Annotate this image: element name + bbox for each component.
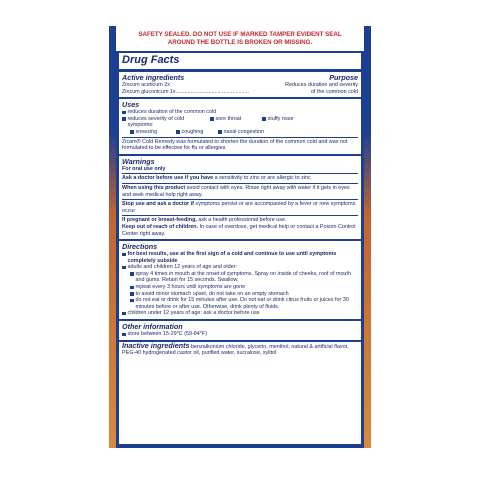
ask-doctor-label: Ask a doctor before use if you have <box>122 175 214 182</box>
uses-item-2: reduces severity of cold symptoms: <box>127 115 185 129</box>
bullet-icon <box>122 253 126 257</box>
bullet-icon <box>176 130 180 134</box>
directions-sub-4: do not eat or drink for 15 minutes after use. Do not eat or drink citrus fruits or juices for 30 minutes before or after use. Otherwise, drink plenty of fluids. <box>135 297 349 310</box>
bullet-icon <box>130 292 134 296</box>
symptom-nasal-congestion: nasal congestion <box>223 128 264 135</box>
seal-line-1: SAFETY SEALED. DO NOT USE IF MARKED TAMPER EVIDENT SEAL <box>138 31 342 38</box>
warnings-section <box>119 156 361 241</box>
active-ingredients-section <box>119 72 361 99</box>
oral-use-only: For oral use only <box>122 165 166 172</box>
label-edge-right <box>364 26 371 448</box>
directions-item-1: for best results, use at the first sign of a cold and continue to use until symptoms completely subside <box>127 251 337 264</box>
directions-heading: Directions <box>122 242 158 252</box>
bullet-icon <box>122 111 126 115</box>
safety-seal-warning <box>116 26 364 51</box>
ask-doctor-text: a sensitivity to zinc or are allergic to zinc <box>213 175 311 182</box>
other-information-section <box>119 321 361 342</box>
purpose-heading: Purpose <box>329 73 358 82</box>
bullet-icon <box>218 130 222 134</box>
directions-sub-1: spray 4 times in mouth at the onset of symptoms. Spray on inside of cheeks, roof of mouth and gums. Retain for 15 seconds. Swallow. <box>135 270 351 284</box>
drug-facts-title: Drug Facts <box>122 54 180 66</box>
directions-item-3: children under 12 years of age: ask a doctor before use <box>127 310 260 317</box>
keep-out-reach-label: Keep out of reach of children. <box>122 223 199 230</box>
directions-section <box>119 241 361 321</box>
bullet-icon <box>122 312 126 316</box>
inactive-ingredients-section <box>119 342 361 359</box>
symptom-sneezing: sneezing <box>135 128 158 135</box>
purpose-1: Reduces duration and severity <box>285 82 358 88</box>
symptom-stuffy-nose: stuffy nose <box>267 115 294 122</box>
bullet-icon <box>122 266 126 270</box>
drug-facts-box <box>118 52 362 445</box>
pregnant-label: If pregnant or breast-feeding, <box>122 217 197 224</box>
bullet-icon <box>210 117 214 121</box>
active-ingredients-heading: Active ingredients <box>122 73 185 82</box>
label-edge-left <box>109 26 116 448</box>
ingredient-2: Zincum gluconicum 1x................................................. <box>122 88 250 95</box>
other-information-heading: Other information <box>122 322 183 332</box>
bullet-icon <box>130 299 134 303</box>
bullet-icon <box>122 117 126 121</box>
bullet-icon <box>130 272 134 276</box>
bullet-icon <box>130 286 134 290</box>
title-section <box>119 53 361 72</box>
uses-section <box>119 99 361 156</box>
directions-item-2: adults and children 12 years of age and older: <box>127 264 237 271</box>
when-using-text: avoid contact with eyes. Rinse right away with water if it gets in eyes and seek medical help right away. <box>122 184 350 198</box>
inactive-ingredients-heading: Inactive ingredients <box>122 340 190 350</box>
directions-sub-2: repeat every 3 hours until symptoms are gone <box>135 284 246 291</box>
storage-info: store between 15-29°C (59-84°F) <box>127 331 208 338</box>
pregnant-text: ask a health professional before use. <box>196 217 287 224</box>
uses-note: Zicam® Cold Remedy was formulated to shorten the duration of the common cold and was not formulated to be effective for flu or allergies. <box>122 138 348 152</box>
bullet-icon <box>122 333 126 337</box>
stop-use-text: symptoms persist or are accompanied by a fever or new symptoms occur <box>122 201 356 214</box>
keep-out-reach-text: In case of overdose, get medical help or contact a Poison Control Center right away. <box>122 223 356 237</box>
bullet-icon <box>130 130 134 134</box>
directions-sub-3: to avoid minor stomach upset, do not take on an empty stomach <box>135 290 289 297</box>
inactive-ingredients-text: benzalkonium chloride, glycerin, menthol, natural & artificial flavor, PEG-40 hydrogenated castor oil, purified water, sucralose, xylitol <box>122 343 349 357</box>
uses-heading: Uses <box>122 100 140 110</box>
when-using-label: When using this product <box>122 184 186 191</box>
seal-line-2: AROUND THE BOTTLE IS BROKEN OR MISSING. <box>167 39 313 46</box>
drug-facts-panel <box>109 26 371 448</box>
uses-item-1: reduces duration of the common cold <box>127 109 217 116</box>
symptom-sore-throat: sore throat <box>215 115 242 122</box>
stop-use-label: Stop use and ask a doctor if <box>122 201 194 208</box>
ingredient-1: Zincum aceticum 2x <box>122 82 170 88</box>
warnings-heading: Warnings <box>122 156 155 166</box>
symptom-coughing: coughing <box>181 128 204 135</box>
bullet-icon <box>262 117 266 121</box>
purpose-2: of the common cold <box>310 88 358 95</box>
